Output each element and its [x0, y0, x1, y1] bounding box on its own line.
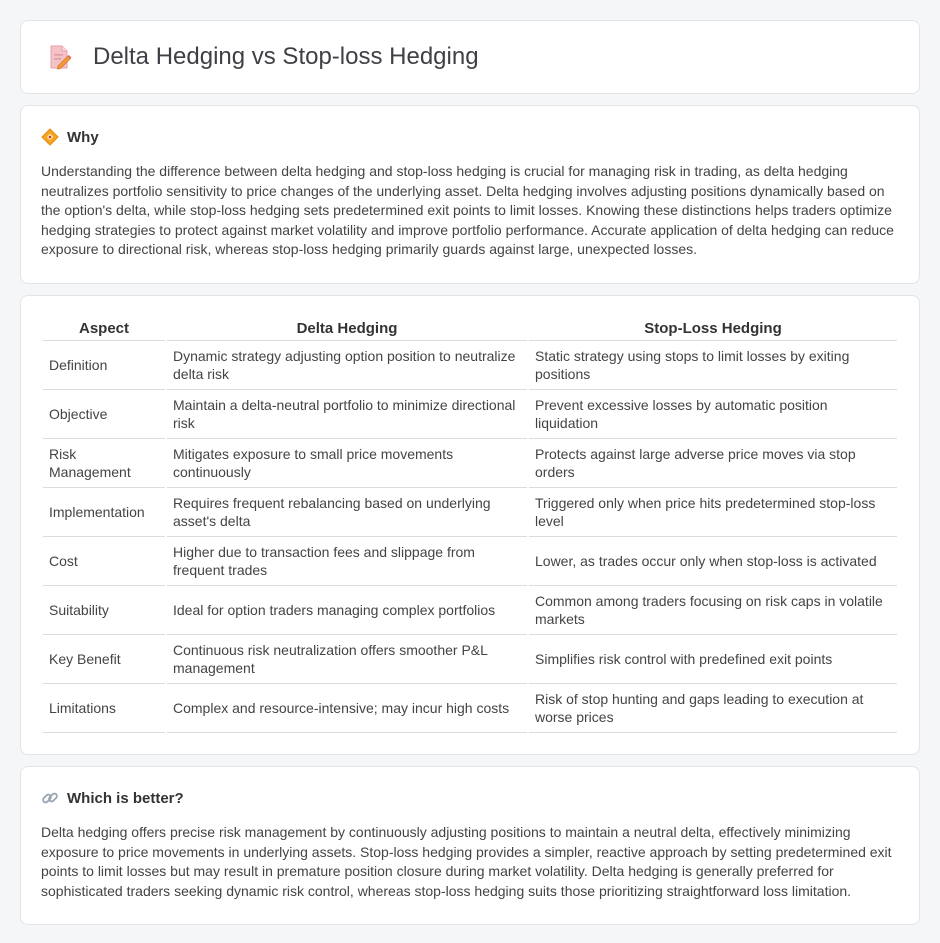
- diamond-sign-icon: [41, 128, 59, 146]
- header-aspect: Aspect: [43, 316, 165, 341]
- document-pencil-icon: [45, 43, 73, 71]
- cell-delta: Higher due to transaction fees and slippage from frequent trades: [167, 537, 527, 586]
- cell-aspect: Implementation: [43, 488, 165, 537]
- page-title: Delta Hedging vs Stop-loss Hedging: [93, 43, 479, 70]
- cell-delta: Mitigates exposure to small price movements continuously: [167, 439, 527, 488]
- table-row: [43, 341, 897, 390]
- cell-aspect: Cost: [43, 537, 165, 586]
- header-card: [20, 20, 920, 94]
- why-section: [20, 105, 920, 284]
- link-icon: [41, 789, 59, 807]
- header-stop-loss-hedging: Stop-Loss Hedging: [529, 316, 897, 341]
- cell-stoploss: Lower, as trades occur only when stop-loss is activated: [529, 537, 897, 586]
- table-row: [43, 439, 897, 488]
- why-title: Why: [67, 128, 99, 146]
- table-row: [43, 390, 897, 439]
- which-is-better-title: Which is better?: [67, 789, 184, 807]
- cell-stoploss: Risk of stop hunting and gaps leading to execution at worse prices: [529, 684, 897, 733]
- cell-stoploss: Static strategy using stops to limit losses by exiting positions: [529, 341, 897, 390]
- cell-delta: Ideal for option traders managing complex portfolios: [167, 586, 527, 635]
- cell-delta: Complex and resource-intensive; may incur high costs: [167, 684, 527, 733]
- table-row: [43, 537, 897, 586]
- table-row: [43, 684, 897, 733]
- table-row: [43, 586, 897, 635]
- cell-stoploss: Protects against large adverse price moves via stop orders: [529, 439, 897, 488]
- cell-aspect: Objective: [43, 390, 165, 439]
- cell-stoploss: Prevent excessive losses by automatic position liquidation: [529, 390, 897, 439]
- cell-aspect: Key Benefit: [43, 635, 165, 684]
- cell-aspect: Risk Management: [43, 439, 165, 488]
- table-row: [43, 488, 897, 537]
- cell-delta: Dynamic strategy adjusting option position to neutralize delta risk: [167, 341, 527, 390]
- cell-stoploss: Common among traders focusing on risk caps in volatile markets: [529, 586, 897, 635]
- cell-delta: Requires frequent rebalancing based on underlying asset's delta: [167, 488, 527, 537]
- header-delta-hedging: Delta Hedging: [167, 316, 527, 341]
- cell-stoploss: Simplifies risk control with predefined exit points: [529, 635, 897, 684]
- cell-stoploss: Triggered only when price hits predetermined stop-loss level: [529, 488, 897, 537]
- comparison-table: [41, 316, 899, 733]
- which-is-better-body: Delta hedging offers precise risk management by continuously adjusting positions to maintain a neutral delta, effectively minimizing exposure to price movements in underlying assets. Stop-loss hedging provides a simpler, reactive approach by setting predetermined exit points to limit losses but may result in premature position closure during market volatility. Delta hedging is generally preferred for sophisticated traders seeking dynamic risk control, whereas stop-loss hedging suits those prioritizing straightforward loss limitation.: [41, 824, 892, 899]
- cell-aspect: Suitability: [43, 586, 165, 635]
- table-header-row: [43, 316, 897, 341]
- cell-aspect: Definition: [43, 341, 165, 390]
- cell-aspect: Limitations: [43, 684, 165, 733]
- comparison-table-card: [20, 295, 920, 755]
- table-row: [43, 635, 897, 684]
- why-body: Understanding the difference between delta hedging and stop-loss hedging is crucial for managing risk in trading, as delta hedging neutralizes portfolio sensitivity to price changes of the underlying asset. Delta hedging involves adjusting positions dynamically based on the option's delta, while stop-loss hedging sets predetermined exit points to limit losses. Knowing these distinctions helps traders optimize hedging strategies to protect against market volatility and improve portfolio performance. Accurate application of delta hedging can reduce exposure to directional risk, whereas stop-loss hedging primarily guards against large, unexpected losses.: [41, 163, 894, 258]
- cell-delta: Continuous risk neutralization offers smoother P&L management: [167, 635, 527, 684]
- which-is-better-section: [20, 766, 920, 925]
- cell-delta: Maintain a delta-neutral portfolio to minimize directional risk: [167, 390, 527, 439]
